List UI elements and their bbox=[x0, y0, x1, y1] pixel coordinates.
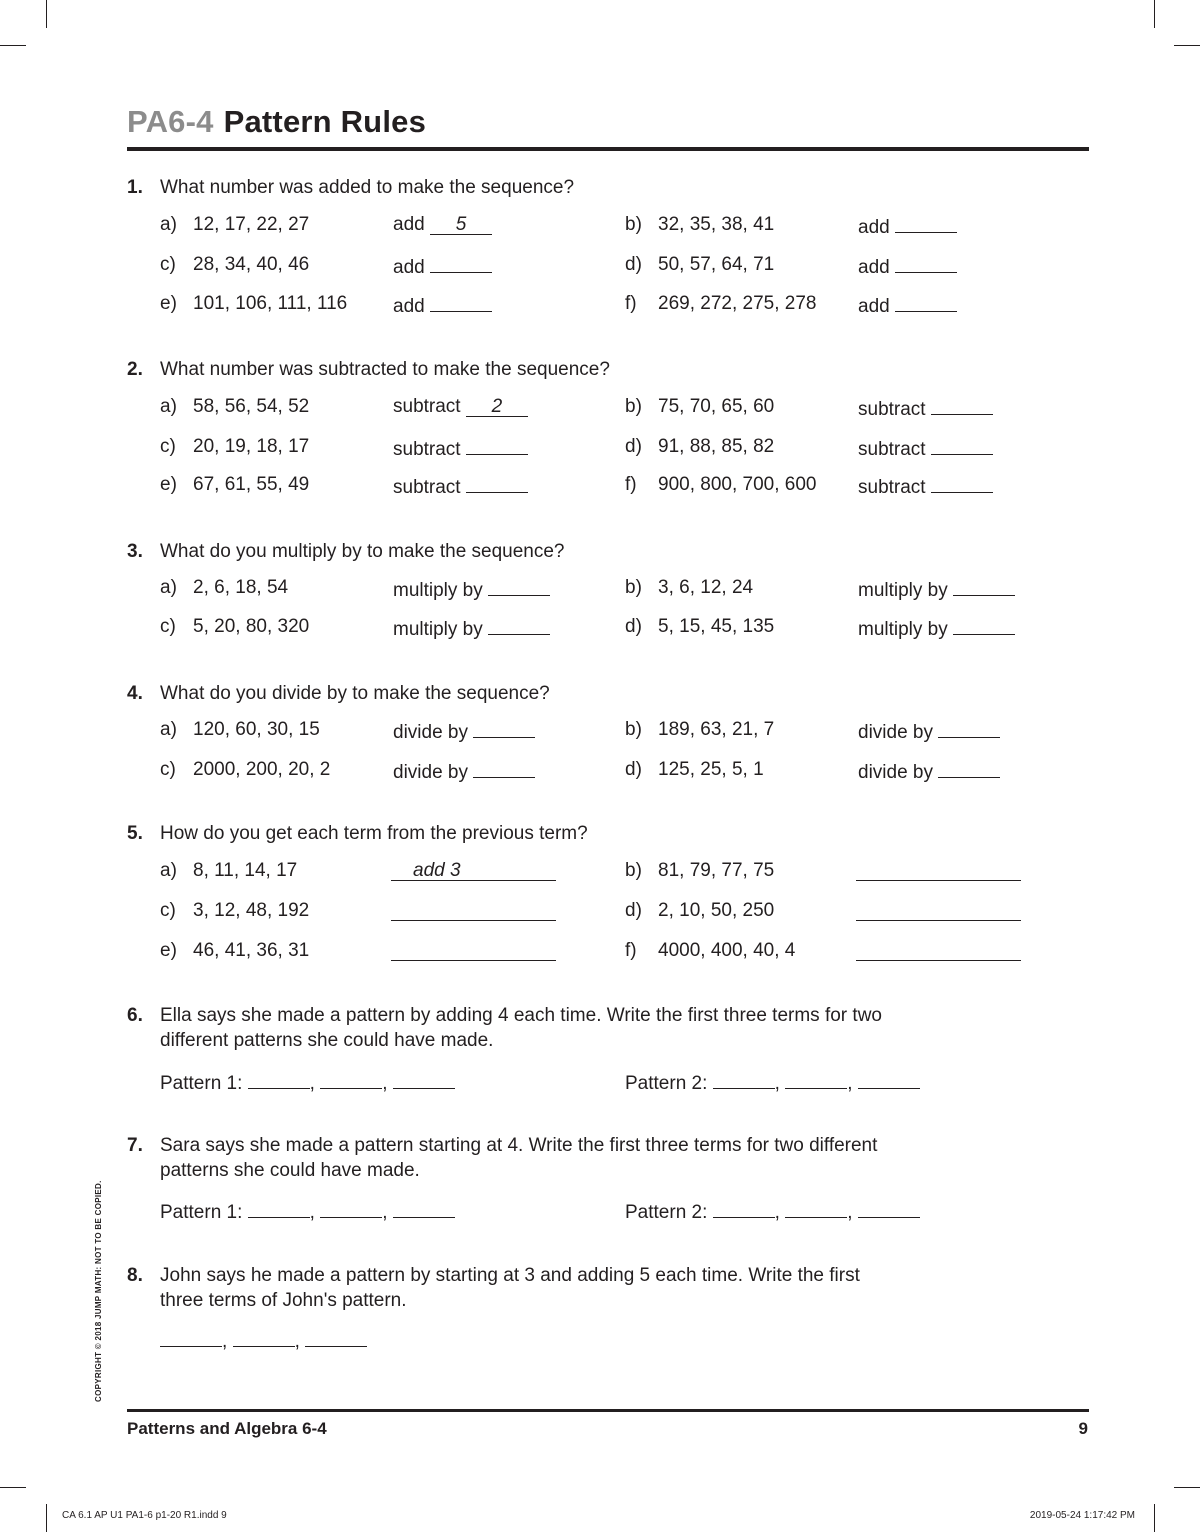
answer-row: multiply by bbox=[858, 575, 1015, 600]
answer-row bbox=[856, 858, 1021, 883]
answer-row: divide by bbox=[393, 757, 535, 782]
answer-row: multiply by bbox=[393, 575, 550, 600]
item-row: f) 900, 800, 700, 600 bbox=[625, 474, 817, 495]
term-blank[interactable] bbox=[233, 1326, 295, 1347]
sequence: 900, 800, 700, 600 bbox=[658, 474, 817, 495]
term-blank[interactable] bbox=[160, 1326, 222, 1347]
question-5 bbox=[127, 821, 1087, 846]
slug-timestamp: 2019-05-24 1:17:42 PM bbox=[1029, 1510, 1135, 1521]
answer-blank[interactable] bbox=[938, 757, 1000, 778]
sequence: 189, 63, 21, 7 bbox=[658, 719, 775, 740]
answer-blank[interactable] bbox=[466, 472, 528, 493]
term-blank[interactable] bbox=[393, 1197, 455, 1218]
term-blank[interactable] bbox=[858, 1068, 920, 1089]
item-row: b) 75, 70, 65, 60 bbox=[625, 396, 775, 417]
sequence: 75, 70, 65, 60 bbox=[658, 396, 775, 417]
term-blank[interactable] bbox=[393, 1068, 455, 1089]
question-number: 8. bbox=[127, 1265, 143, 1286]
question-1 bbox=[127, 175, 1087, 200]
answer-row: divide by bbox=[858, 717, 1000, 742]
item-row: e) 67, 61, 55, 49 bbox=[160, 474, 310, 495]
answer-row: add bbox=[393, 252, 492, 277]
item-row: a) 12, 17, 22, 27 bbox=[160, 214, 310, 235]
answer-blank[interactable] bbox=[473, 717, 535, 738]
item-row: b) 189, 63, 21, 7 bbox=[625, 719, 775, 740]
term-blank[interactable] bbox=[858, 1197, 920, 1218]
answer-row: subtract bbox=[858, 394, 993, 419]
term-blank[interactable] bbox=[248, 1197, 310, 1218]
answer-row: divide by bbox=[393, 717, 535, 742]
item-row: a) 8, 11, 14, 17 bbox=[160, 860, 298, 881]
answer-row: divide by bbox=[858, 757, 1000, 782]
question-number: 5. bbox=[127, 823, 143, 844]
question-prompt: How do you get each term from the previous term? bbox=[160, 823, 588, 844]
item-row: c) 3, 12, 48, 192 bbox=[160, 900, 310, 921]
question-number: 2. bbox=[127, 359, 143, 380]
page-number: 9 bbox=[1078, 1419, 1088, 1438]
question-number: 7. bbox=[127, 1135, 143, 1156]
item-row: b) 3, 6, 12, 24 bbox=[625, 577, 754, 598]
question-prompt-line: John says he made a pattern by starting at 3 and adding 5 each time. Write the first bbox=[160, 1265, 860, 1286]
question-number: 1. bbox=[127, 177, 143, 198]
answer-row: subtract bbox=[858, 472, 993, 497]
answer-blank[interactable] bbox=[430, 252, 492, 273]
page-title bbox=[127, 104, 426, 140]
item-row: f) 269, 272, 275, 278 bbox=[625, 293, 817, 314]
term-blank[interactable] bbox=[320, 1197, 382, 1218]
answer-blank[interactable] bbox=[895, 291, 957, 312]
answer-blank[interactable] bbox=[931, 434, 993, 455]
sequence: 2, 10, 50, 250 bbox=[658, 900, 775, 921]
question-prompt: What do you divide by to make the sequence? bbox=[160, 683, 550, 704]
sequence: 269, 272, 275, 278 bbox=[658, 293, 817, 314]
item-row: f) 4000, 400, 40, 4 bbox=[625, 940, 796, 961]
question-3 bbox=[127, 539, 1087, 564]
term-blank[interactable] bbox=[785, 1068, 847, 1089]
answer-row: subtract bbox=[393, 434, 528, 459]
answer-blank[interactable] bbox=[488, 614, 550, 635]
sequence: 2, 6, 18, 54 bbox=[193, 577, 289, 598]
sequence: 50, 57, 64, 71 bbox=[658, 254, 775, 275]
sequence: 8, 11, 14, 17 bbox=[193, 860, 298, 881]
sequence: 5, 15, 45, 135 bbox=[658, 616, 775, 637]
sequence: 120, 60, 30, 15 bbox=[193, 719, 320, 740]
answer-blank[interactable] bbox=[488, 575, 550, 596]
item-row: c) 20, 19, 18, 17 bbox=[160, 436, 310, 457]
question-number: 3. bbox=[127, 541, 143, 562]
question-7 bbox=[127, 1133, 1087, 1183]
crop-mark bbox=[0, 45, 26, 46]
answer-blank[interactable] bbox=[466, 434, 528, 455]
question-2 bbox=[127, 357, 1087, 382]
answer-row bbox=[391, 938, 556, 963]
answer-row: multiply by bbox=[393, 614, 550, 639]
item-row: e) 101, 106, 111, 116 bbox=[160, 293, 348, 314]
answer-blank[interactable] bbox=[953, 614, 1015, 635]
question-6 bbox=[127, 1003, 1087, 1053]
question-prompt-line: different patterns she could have made. bbox=[160, 1030, 494, 1051]
sequence: 12, 17, 22, 27 bbox=[193, 214, 310, 235]
answer-row: add bbox=[393, 291, 492, 316]
answer-row bbox=[391, 858, 556, 883]
crop-mark bbox=[1174, 1487, 1200, 1488]
answer-blank[interactable]: add 3 bbox=[391, 860, 556, 881]
question-prompt-line: patterns she could have made. bbox=[160, 1160, 420, 1181]
answer-row: subtract 2 bbox=[393, 394, 528, 419]
crop-mark bbox=[46, 0, 47, 28]
term-blank[interactable] bbox=[248, 1068, 310, 1089]
sequence: 3, 6, 12, 24 bbox=[658, 577, 754, 598]
answer-blank[interactable] bbox=[856, 940, 1021, 961]
sequence: 67, 61, 55, 49 bbox=[193, 474, 310, 495]
answer-row: add bbox=[858, 252, 957, 277]
answer-row: subtract bbox=[393, 472, 528, 497]
answer-blank[interactable] bbox=[895, 212, 957, 233]
item-row: e) 46, 41, 36, 31 bbox=[160, 940, 310, 961]
crop-mark bbox=[1154, 1504, 1155, 1532]
term-blank[interactable] bbox=[305, 1326, 367, 1347]
question-number: 4. bbox=[127, 683, 143, 704]
item-row: a) 2, 6, 18, 54 bbox=[160, 577, 289, 598]
pattern-2-row: Pattern 2: , , bbox=[625, 1197, 920, 1222]
question-prompt: What do you multiply by to make the sequence? bbox=[160, 541, 565, 562]
item-row: b) 81, 79, 77, 75 bbox=[625, 860, 775, 881]
item-row: a) 120, 60, 30, 15 bbox=[160, 719, 320, 740]
footer-rule bbox=[127, 1409, 1089, 1412]
sequence: 5, 20, 80, 320 bbox=[193, 616, 310, 637]
pattern-row: , , bbox=[160, 1326, 367, 1351]
term-blank[interactable] bbox=[785, 1197, 847, 1218]
answer-row bbox=[391, 898, 556, 923]
answer-blank[interactable] bbox=[931, 394, 993, 415]
footer-unit: Patterns and Algebra 6-4 bbox=[127, 1419, 327, 1438]
question-8 bbox=[127, 1263, 1087, 1313]
term-blank[interactable] bbox=[713, 1197, 775, 1218]
item-row: d) 5, 15, 45, 135 bbox=[625, 616, 775, 637]
question-prompt-line: Sara says she made a pattern starting at 4. Write the first three terms for two different bbox=[160, 1135, 878, 1156]
sequence: 125, 25, 5, 1 bbox=[658, 759, 764, 780]
term-blank[interactable] bbox=[713, 1068, 775, 1089]
crop-mark bbox=[1154, 0, 1155, 28]
lesson-code: PA6-4 bbox=[127, 104, 214, 139]
item-row: c) 28, 34, 40, 46 bbox=[160, 254, 310, 275]
crop-mark bbox=[46, 1504, 47, 1532]
pattern-1-row: Pattern 1: , , bbox=[160, 1197, 455, 1222]
item-row: d) 91, 88, 85, 82 bbox=[625, 436, 775, 457]
answer-row: subtract bbox=[858, 434, 993, 459]
slug-file: CA 6.1 AP U1 PA1-6 p1-20 R1.indd 9 bbox=[62, 1510, 227, 1521]
question-number: 6. bbox=[127, 1005, 143, 1026]
title-rule bbox=[127, 147, 1089, 151]
answer-blank[interactable] bbox=[391, 900, 556, 921]
answer-blank[interactable] bbox=[856, 860, 1021, 881]
answer-blank[interactable] bbox=[430, 291, 492, 312]
answer-blank[interactable]: 5 bbox=[430, 214, 492, 235]
answer-row: add bbox=[858, 212, 957, 237]
lesson-name: Pattern Rules bbox=[223, 104, 427, 139]
question-prompt: What number was subtracted to make the sequence? bbox=[160, 359, 610, 380]
question-prompt-line: three terms of John's pattern. bbox=[160, 1290, 407, 1311]
question-4 bbox=[127, 681, 1087, 706]
question-prompt-line: Ella says she made a pattern by adding 4 each time. Write the first three terms for two bbox=[160, 1005, 882, 1026]
answer-row bbox=[856, 938, 1021, 963]
item-row: a) 58, 56, 54, 52 bbox=[160, 396, 310, 417]
pattern-2-row: Pattern 2: , , bbox=[625, 1068, 920, 1093]
item-row: b) 32, 35, 38, 41 bbox=[625, 214, 775, 235]
item-row: d) 125, 25, 5, 1 bbox=[625, 759, 764, 780]
sequence: 3, 12, 48, 192 bbox=[193, 900, 310, 921]
answer-blank[interactable] bbox=[931, 472, 993, 493]
answer-blank[interactable] bbox=[938, 717, 1000, 738]
answer-row: add 5 bbox=[393, 212, 492, 237]
sequence: 58, 56, 54, 52 bbox=[193, 396, 310, 417]
item-row: d) 2, 10, 50, 250 bbox=[625, 900, 775, 921]
sequence: 20, 19, 18, 17 bbox=[193, 436, 310, 457]
answer-blank[interactable] bbox=[953, 575, 1015, 596]
answer-blank[interactable] bbox=[473, 757, 535, 778]
term-blank[interactable] bbox=[320, 1068, 382, 1089]
answer-blank[interactable] bbox=[895, 252, 957, 273]
sequence: 46, 41, 36, 31 bbox=[193, 940, 310, 961]
answer-blank[interactable]: 2 bbox=[466, 396, 528, 417]
crop-mark bbox=[1174, 45, 1200, 46]
item-row: c) 5, 20, 80, 320 bbox=[160, 616, 310, 637]
item-row: c) 2000, 200, 20, 2 bbox=[160, 759, 331, 780]
question-prompt: What number was added to make the sequence? bbox=[160, 177, 575, 198]
sequence: 81, 79, 77, 75 bbox=[658, 860, 775, 881]
answer-row: add bbox=[858, 291, 957, 316]
answer-row: multiply by bbox=[858, 614, 1015, 639]
copyright-notice: COPYRIGHT © 2018 JUMP MATH: NOT TO BE COPIED. bbox=[94, 1180, 103, 1402]
answer-row bbox=[856, 898, 1021, 923]
sequence: 2000, 200, 20, 2 bbox=[193, 759, 331, 780]
sequence: 28, 34, 40, 46 bbox=[193, 254, 310, 275]
pattern-1-row: Pattern 1: , , bbox=[160, 1068, 455, 1093]
sequence: 32, 35, 38, 41 bbox=[658, 214, 775, 235]
sequence: 4000, 400, 40, 4 bbox=[658, 940, 796, 961]
sequence: 101, 106, 111, 116 bbox=[193, 293, 348, 314]
answer-blank[interactable] bbox=[391, 940, 556, 961]
crop-mark bbox=[0, 1487, 26, 1488]
sequence: 91, 88, 85, 82 bbox=[658, 436, 775, 457]
item-row: d) 50, 57, 64, 71 bbox=[625, 254, 775, 275]
answer-blank[interactable] bbox=[856, 900, 1021, 921]
